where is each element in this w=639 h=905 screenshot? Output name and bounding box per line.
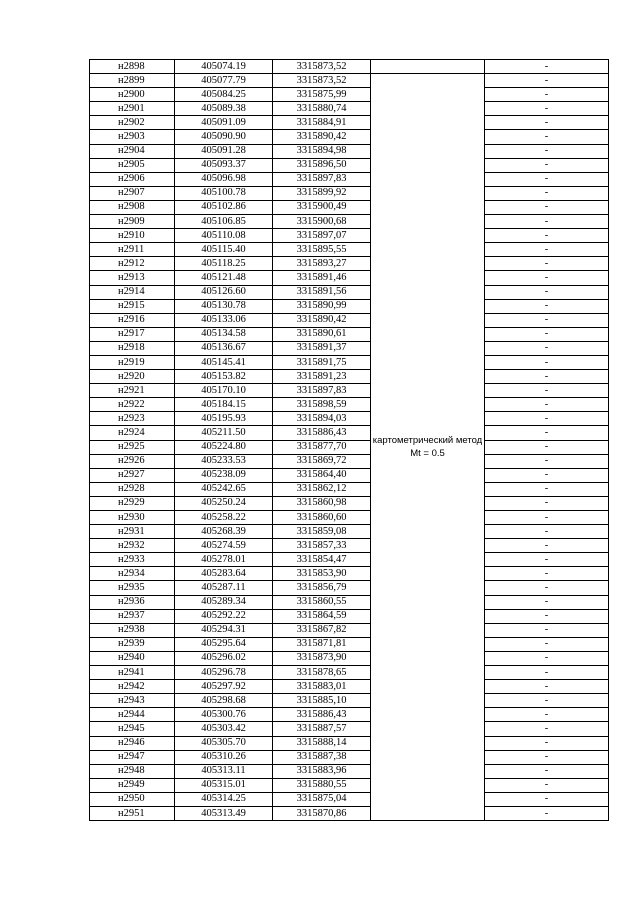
point-id-cell: н2937 [90,609,175,623]
accuracy-cell: - [485,567,609,581]
table-row [90,355,609,369]
table-row [90,806,609,820]
table-row [90,398,609,412]
point-id-cell: н2901 [90,102,175,116]
y-coordinate-cell: 3315873,52 [273,74,371,88]
accuracy-cell: - [485,341,609,355]
table-row [90,285,609,299]
accuracy-cell: - [485,708,609,722]
x-coordinate-cell: 405133.06 [175,313,273,327]
x-coordinate-cell: 405278.01 [175,553,273,567]
table-row [90,553,609,567]
y-coordinate-cell: 3315900,49 [273,200,371,214]
x-coordinate-cell: 405121.48 [175,271,273,285]
table-row [90,271,609,285]
table-row [90,229,609,243]
accuracy-cell: - [485,271,609,285]
point-id-cell: н2905 [90,158,175,172]
point-id-cell: н2939 [90,637,175,651]
x-coordinate-cell: 405297.92 [175,680,273,694]
table-row [90,539,609,553]
table-row [90,651,609,665]
table-row [90,243,609,257]
y-coordinate-cell: 3315857,33 [273,539,371,553]
x-coordinate-cell: 405091.09 [175,116,273,130]
x-coordinate-cell: 405118.25 [175,257,273,271]
y-coordinate-cell: 3315875,99 [273,88,371,102]
accuracy-cell: - [485,116,609,130]
accuracy-cell: - [485,525,609,539]
point-id-cell: н2898 [90,60,175,74]
table-row [90,694,609,708]
x-coordinate-cell: 405287.11 [175,581,273,595]
table-row [90,257,609,271]
table-row [90,581,609,595]
coordinates-sheet [89,59,604,821]
y-coordinate-cell: 3315896,50 [273,158,371,172]
y-coordinate-cell: 3315887,57 [273,722,371,736]
point-id-cell: н2947 [90,750,175,764]
point-id-cell: н2934 [90,567,175,581]
point-id-cell: н2915 [90,299,175,313]
y-coordinate-cell: 3315890,42 [273,313,371,327]
y-coordinate-cell: 3315886,43 [273,708,371,722]
table-row [90,637,609,651]
accuracy-cell: - [485,200,609,214]
accuracy-cell: - [485,327,609,341]
y-coordinate-cell: 3315862,12 [273,482,371,496]
x-coordinate-cell: 405134.58 [175,327,273,341]
table-row [90,778,609,792]
x-coordinate-cell: 405313.49 [175,806,273,820]
x-coordinate-cell: 405096.98 [175,172,273,186]
accuracy-cell: - [485,736,609,750]
x-coordinate-cell: 405258.22 [175,511,273,525]
point-id-cell: н2917 [90,327,175,341]
y-coordinate-cell: 3315869,72 [273,454,371,468]
x-coordinate-cell: 405292.22 [175,609,273,623]
x-coordinate-cell: 405170.10 [175,384,273,398]
table-row [90,680,609,694]
table-row [90,215,609,229]
y-coordinate-cell: 3315897,83 [273,172,371,186]
accuracy-cell: - [485,384,609,398]
x-coordinate-cell: 405295.64 [175,637,273,651]
point-id-cell: н2900 [90,88,175,102]
point-id-cell: н2913 [90,271,175,285]
point-id-cell: н2899 [90,74,175,88]
x-coordinate-cell: 405195.93 [175,412,273,426]
coordinates-table-body [90,60,609,821]
accuracy-cell: - [485,778,609,792]
table-row [90,158,609,172]
table-row [90,299,609,313]
x-coordinate-cell: 405110.08 [175,229,273,243]
point-id-cell: н2950 [90,792,175,806]
accuracy-cell: - [485,806,609,820]
table-row [90,736,609,750]
point-id-cell: н2938 [90,623,175,637]
x-coordinate-cell: 405238.09 [175,468,273,482]
accuracy-cell: - [485,581,609,595]
x-coordinate-cell: 405298.68 [175,694,273,708]
point-id-cell: н2949 [90,778,175,792]
point-id-cell: н2942 [90,680,175,694]
table-row [90,60,609,74]
x-coordinate-cell: 405077.79 [175,74,273,88]
table-row [90,468,609,482]
y-coordinate-cell: 3315898,59 [273,398,371,412]
y-coordinate-cell: 3315880,55 [273,778,371,792]
point-id-cell: н2910 [90,229,175,243]
accuracy-cell: - [485,496,609,510]
y-coordinate-cell: 3315870,86 [273,806,371,820]
table-row [90,496,609,510]
accuracy-cell: - [485,637,609,651]
accuracy-cell: - [485,313,609,327]
point-id-cell: н2903 [90,130,175,144]
y-coordinate-cell: 3315890,42 [273,130,371,144]
x-coordinate-cell: 405136.67 [175,341,273,355]
accuracy-cell: - [485,257,609,271]
accuracy-cell: - [485,666,609,680]
x-coordinate-cell: 405074.19 [175,60,273,74]
table-row [90,567,609,581]
table-row [90,74,609,88]
x-coordinate-cell: 405303.42 [175,722,273,736]
x-coordinate-cell: 405310.26 [175,750,273,764]
accuracy-cell: - [485,243,609,257]
y-coordinate-cell: 3315891,75 [273,355,371,369]
x-coordinate-cell: 405296.02 [175,651,273,665]
method-cell-empty [371,60,485,74]
point-id-cell: н2929 [90,496,175,510]
point-id-cell: н2951 [90,806,175,820]
point-id-cell: н2904 [90,144,175,158]
accuracy-cell: - [485,651,609,665]
y-coordinate-cell: 3315883,01 [273,680,371,694]
x-coordinate-cell: 405100.78 [175,186,273,200]
accuracy-cell: - [485,370,609,384]
point-id-cell: н2945 [90,722,175,736]
x-coordinate-cell: 405315.01 [175,778,273,792]
accuracy-cell: - [485,764,609,778]
point-id-cell: н2932 [90,539,175,553]
x-coordinate-cell: 405115.40 [175,243,273,257]
table-row [90,666,609,680]
accuracy-cell: - [485,412,609,426]
accuracy-cell: - [485,482,609,496]
y-coordinate-cell: 3315900,68 [273,215,371,229]
table-row [90,525,609,539]
x-coordinate-cell: 405211.50 [175,426,273,440]
x-coordinate-cell: 405084.25 [175,88,273,102]
y-coordinate-cell: 3315864,40 [273,468,371,482]
accuracy-cell: - [485,694,609,708]
point-id-cell: н2918 [90,341,175,355]
x-coordinate-cell: 405102.86 [175,200,273,214]
accuracy-cell: - [485,595,609,609]
x-coordinate-cell: 405089.38 [175,102,273,116]
x-coordinate-cell: 405268.39 [175,525,273,539]
x-coordinate-cell: 405130.78 [175,299,273,313]
accuracy-cell: - [485,285,609,299]
point-id-cell: н2928 [90,482,175,496]
point-id-cell: н2921 [90,384,175,398]
x-coordinate-cell: 405294.31 [175,623,273,637]
x-coordinate-cell: 405283.64 [175,567,273,581]
y-coordinate-cell: 3315893,27 [273,257,371,271]
accuracy-cell: - [485,130,609,144]
accuracy-cell: - [485,355,609,369]
x-coordinate-cell: 405145.41 [175,355,273,369]
x-coordinate-cell: 405233.53 [175,454,273,468]
accuracy-cell: - [485,623,609,637]
table-row [90,440,609,454]
point-id-cell: н2919 [90,355,175,369]
x-coordinate-cell: 405250.24 [175,496,273,510]
accuracy-cell: - [485,680,609,694]
y-coordinate-cell: 3315891,37 [273,341,371,355]
y-coordinate-cell: 3315880,74 [273,102,371,116]
table-row [90,200,609,214]
point-id-cell: н2944 [90,708,175,722]
accuracy-cell: - [485,60,609,74]
point-id-cell: н2922 [90,398,175,412]
point-id-cell: н2946 [90,736,175,750]
accuracy-cell: - [485,511,609,525]
y-coordinate-cell: 3315875,04 [273,792,371,806]
accuracy-cell: - [485,750,609,764]
point-id-cell: н2908 [90,200,175,214]
y-coordinate-cell: 3315854,47 [273,553,371,567]
accuracy-cell: - [485,186,609,200]
point-id-cell: н2927 [90,468,175,482]
point-id-cell: н2935 [90,581,175,595]
x-coordinate-cell: 405242.65 [175,482,273,496]
x-coordinate-cell: 405296.78 [175,666,273,680]
y-coordinate-cell: 3315873,90 [273,651,371,665]
y-coordinate-cell: 3315867,82 [273,623,371,637]
accuracy-cell: - [485,792,609,806]
x-coordinate-cell: 405314.25 [175,792,273,806]
point-id-cell: н2931 [90,525,175,539]
point-id-cell: н2930 [90,511,175,525]
table-row [90,88,609,102]
y-coordinate-cell: 3315860,60 [273,511,371,525]
accuracy-cell: - [485,426,609,440]
y-coordinate-cell: 3315899,92 [273,186,371,200]
table-row [90,313,609,327]
point-id-cell: н2916 [90,313,175,327]
y-coordinate-cell: 3315883,96 [273,764,371,778]
x-coordinate-cell: 405313.11 [175,764,273,778]
table-row [90,341,609,355]
table-row [90,130,609,144]
y-coordinate-cell: 3315890,61 [273,327,371,341]
point-id-cell: н2914 [90,285,175,299]
table-row [90,609,609,623]
accuracy-cell: - [485,539,609,553]
accuracy-cell: - [485,299,609,313]
accuracy-cell: - [485,229,609,243]
coordinates-table [89,59,609,821]
y-coordinate-cell: 3315864,59 [273,609,371,623]
y-coordinate-cell: 3315878,65 [273,666,371,680]
point-id-cell: н2925 [90,440,175,454]
accuracy-cell: - [485,172,609,186]
y-coordinate-cell: 3315871,81 [273,637,371,651]
method-cell: картометрический метод Mt = 0.5 [371,74,485,821]
y-coordinate-cell: 3315887,38 [273,750,371,764]
y-coordinate-cell: 3315891,56 [273,285,371,299]
table-row [90,102,609,116]
x-coordinate-cell: 405300.76 [175,708,273,722]
y-coordinate-cell: 3315877,70 [273,440,371,454]
table-row [90,454,609,468]
y-coordinate-cell: 3315873,52 [273,60,371,74]
table-row [90,750,609,764]
y-coordinate-cell: 3315888,14 [273,736,371,750]
y-coordinate-cell: 3315894,98 [273,144,371,158]
point-id-cell: н2933 [90,553,175,567]
y-coordinate-cell: 3315897,83 [273,384,371,398]
table-row [90,595,609,609]
x-coordinate-cell: 405093.37 [175,158,273,172]
y-coordinate-cell: 3315894,03 [273,412,371,426]
accuracy-cell: - [485,144,609,158]
table-row [90,792,609,806]
point-id-cell: н2948 [90,764,175,778]
accuracy-cell: - [485,468,609,482]
x-coordinate-cell: 405091.28 [175,144,273,158]
x-coordinate-cell: 405090.90 [175,130,273,144]
accuracy-cell: - [485,88,609,102]
accuracy-cell: - [485,440,609,454]
table-row [90,327,609,341]
table-row [90,172,609,186]
table-row [90,722,609,736]
point-id-cell: н2936 [90,595,175,609]
y-coordinate-cell: 3315884,91 [273,116,371,130]
accuracy-cell: - [485,553,609,567]
x-coordinate-cell: 405106.85 [175,215,273,229]
table-row [90,144,609,158]
accuracy-cell: - [485,158,609,172]
y-coordinate-cell: 3315897,07 [273,229,371,243]
table-row [90,186,609,200]
x-coordinate-cell: 405289.34 [175,595,273,609]
table-row [90,412,609,426]
table-row [90,370,609,384]
point-id-cell: н2907 [90,186,175,200]
accuracy-cell: - [485,74,609,88]
y-coordinate-cell: 3315853,90 [273,567,371,581]
y-coordinate-cell: 3315860,98 [273,496,371,510]
point-id-cell: н2912 [90,257,175,271]
y-coordinate-cell: 3315885,10 [273,694,371,708]
table-row [90,511,609,525]
accuracy-cell: - [485,215,609,229]
accuracy-cell: - [485,609,609,623]
x-coordinate-cell: 405153.82 [175,370,273,384]
y-coordinate-cell: 3315886,43 [273,426,371,440]
y-coordinate-cell: 3315859,08 [273,525,371,539]
y-coordinate-cell: 3315895,55 [273,243,371,257]
y-coordinate-cell: 3315856,79 [273,581,371,595]
table-row [90,426,609,440]
accuracy-cell: - [485,398,609,412]
accuracy-cell: - [485,102,609,116]
table-row [90,623,609,637]
x-coordinate-cell: 405274.59 [175,539,273,553]
point-id-cell: н2923 [90,412,175,426]
table-row [90,708,609,722]
table-row [90,384,609,398]
point-id-cell: н2924 [90,426,175,440]
y-coordinate-cell: 3315860,55 [273,595,371,609]
point-id-cell: н2911 [90,243,175,257]
point-id-cell: н2906 [90,172,175,186]
y-coordinate-cell: 3315890,99 [273,299,371,313]
y-coordinate-cell: 3315891,23 [273,370,371,384]
point-id-cell: н2909 [90,215,175,229]
point-id-cell: н2940 [90,651,175,665]
table-row [90,116,609,130]
point-id-cell: н2926 [90,454,175,468]
point-id-cell: н2920 [90,370,175,384]
x-coordinate-cell: 405184.15 [175,398,273,412]
point-id-cell: н2941 [90,666,175,680]
x-coordinate-cell: 405305.70 [175,736,273,750]
accuracy-cell: - [485,722,609,736]
y-coordinate-cell: 3315891,46 [273,271,371,285]
point-id-cell: н2902 [90,116,175,130]
table-row [90,764,609,778]
point-id-cell: н2943 [90,694,175,708]
accuracy-cell: - [485,454,609,468]
x-coordinate-cell: 405126.60 [175,285,273,299]
x-coordinate-cell: 405224.80 [175,440,273,454]
table-row [90,482,609,496]
